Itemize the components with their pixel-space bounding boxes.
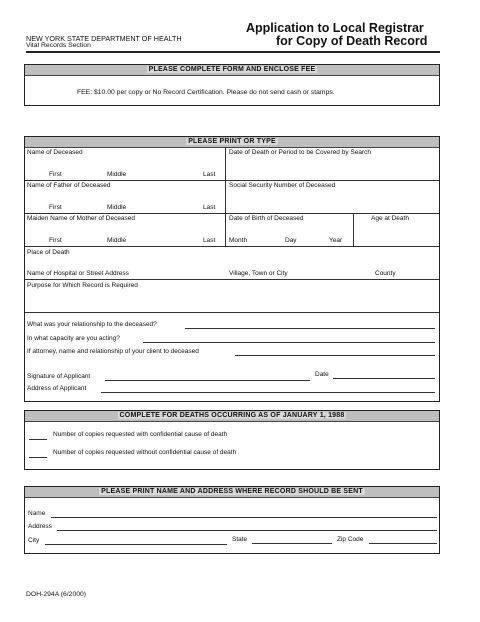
name-of-deceased-label: Name of Deceased [27,149,83,156]
first-label-3: First [49,237,62,244]
department-name: NEW YORK STATE DEPARTMENT OF HEALTH [26,34,182,43]
last-label-3: Last [203,237,216,244]
last-label-1: Last [203,171,216,178]
copies-without-cause-label: Number of copies requested without confidential cause of death [53,449,237,456]
day-label: Day [285,237,297,244]
relationship-label: What was your relationship to the deceased? [27,321,157,328]
relationship-line[interactable] [185,328,435,329]
print-section [24,136,440,402]
copies-section [24,410,440,470]
mail-address-label: Address [28,523,52,530]
mailing-band-label: PLEASE PRINT NAME AND ADDRESS WHERE RECORD SHOULD BE SENT [101,488,363,495]
copies-band-label: COMPLETE FOR DEATHS OCCURRING AS OF JANUARY 1, 1988 [119,412,345,419]
signature-label: Signature of Applicant [27,373,91,380]
date-label: Date [315,371,329,378]
print-band-label: PLEASE PRINT OR TYPE [188,138,276,145]
mail-state-line[interactable] [252,543,332,544]
attorney-line[interactable] [235,355,435,356]
date-of-death-label: Date of Death or Period to be Covered by Search [229,149,371,156]
mailing-section [24,486,440,554]
last-label-2: Last [203,204,216,211]
father-name-label: Name of Father of Deceased [27,182,111,189]
mail-name-line[interactable] [51,517,437,518]
fee-text: FEE: $10.00 per copy or No Record Certification. Please do not send cash or stamps. [77,89,335,96]
fee-band-label: PLEASE COMPLETE FORM AND ENCLOSE FEE [148,66,316,73]
mail-state-label: State [232,536,248,543]
village-label: Village, Town or City [229,270,288,277]
month-label: Month [229,237,248,244]
county-label: County [375,270,396,277]
copies-with-cause-blank[interactable] [29,439,47,440]
signature-line[interactable] [105,380,310,381]
first-label-2: First [49,204,62,211]
mother-maiden-name-label: Maiden Name of Mother of Deceased [27,215,136,222]
middle-label-3: Middle [107,237,127,244]
mail-name-label: Name [28,510,46,517]
mail-zip-line[interactable] [369,543,437,544]
purpose-label: Purpose for Which Record is Required [27,282,138,289]
mail-address-line[interactable] [57,530,437,531]
attorney-label: If attorney, name and relationship of your client to deceased [27,348,199,355]
copies-without-cause-blank[interactable] [29,457,47,458]
applicant-address-line[interactable] [101,392,435,393]
fee-section [24,64,440,106]
middle-label-1: Middle [107,171,127,178]
mail-zip-label: Zip Code [337,536,364,543]
form-title-line2: for Copy of Death Record [276,34,428,48]
mail-city-line[interactable] [45,544,227,545]
first-label-1: First [49,171,62,178]
form-number: DOH-294A (6/2000) [26,591,87,598]
age-at-death-label: Age at Death [371,215,409,222]
place-of-death-label: Place of Death [27,249,70,256]
capacity-line[interactable] [143,342,435,343]
header [0,0,480,60]
hospital-label: Name of Hospital or Street Address [27,270,129,277]
date-line[interactable] [333,378,435,379]
date-of-birth-label: Date of Birth of Deceased [229,215,304,222]
year-label: Year [329,237,343,244]
middle-label-2: Middle [107,204,127,211]
copies-with-cause-label: Number of copies requested with confidential cause of death [53,431,228,438]
applicant-address-label: Address of Applicant [27,385,87,392]
mail-city-label: City [28,537,40,544]
section-name: Vital Records Section [26,42,91,49]
ssn-label: Social Security Number of Deceased [229,182,336,189]
capacity-label: In what capacity are you acting? [27,335,120,342]
header-rule [26,51,440,53]
form-title-line1: Application to Local Registrar [246,21,424,35]
